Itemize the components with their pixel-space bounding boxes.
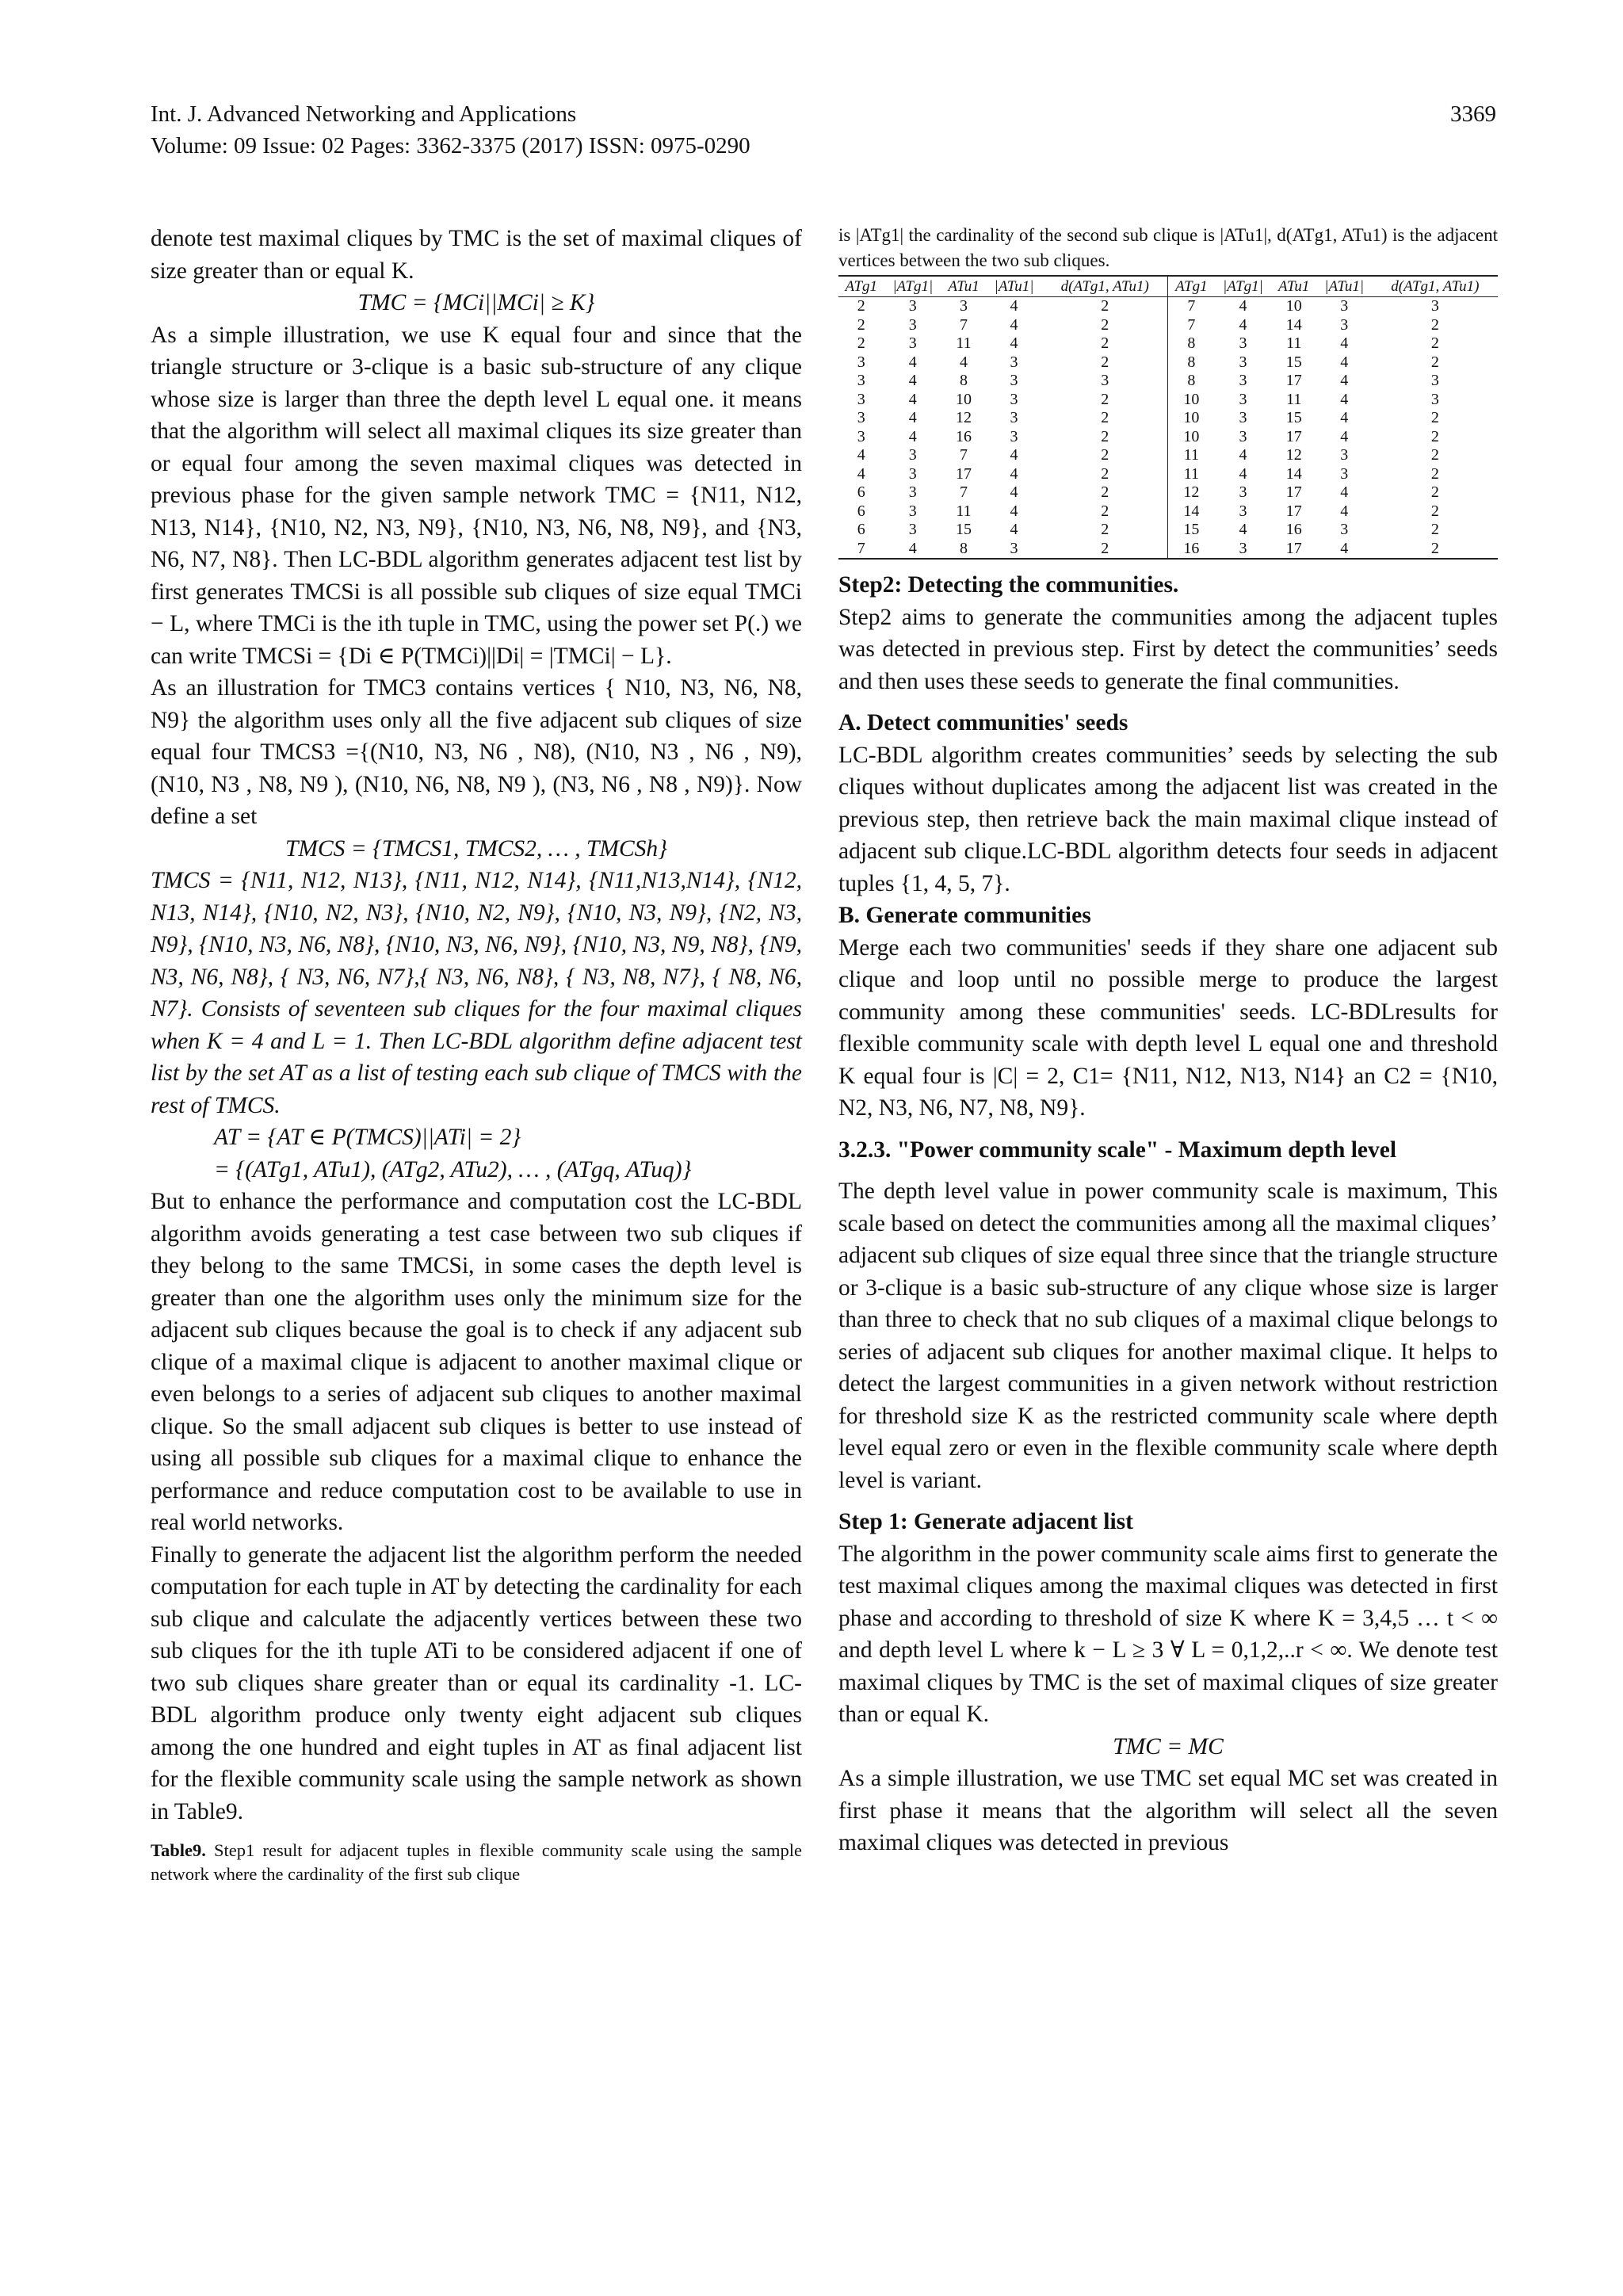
table-cell: 10: [1168, 428, 1214, 447]
table-row: [838, 391, 1498, 410]
table-cell: 2: [1101, 464, 1109, 483]
table-cell: 2: [1101, 334, 1109, 353]
paragraph: Step2 aims to generate the communities among the adjacent tuples was detected in previous step. First by detect the communities’ seeds and then uses these seeds to generate the final communities.: [838, 604, 1498, 694]
table-cell: 16: [1285, 521, 1302, 539]
table-row: [838, 428, 1498, 447]
table-cell: 3: [1430, 297, 1439, 315]
table-cell: 3: [1010, 372, 1018, 390]
table-cell: 3: [1010, 390, 1018, 408]
table-cell: 4: [908, 427, 917, 445]
paragraph: As a simple illustration, we use TMC set equal MC set was created in first phase it means that the algorithm will select all the seven maximal cliques was detected in previous: [838, 1766, 1498, 1855]
table-cell: 3: [1010, 409, 1018, 427]
caption-text: Step1 result for adjacent tuples in flexible community scale using the sample network where the cardinality of the first sub clique: [151, 1840, 803, 1884]
table-cell: 12: [1168, 483, 1214, 502]
table-cell: 4: [857, 464, 865, 483]
table-cell: 4: [1010, 446, 1018, 464]
table-cell: 6: [857, 521, 865, 539]
table-cell: 12: [956, 409, 972, 427]
caption-label: Table9.: [151, 1840, 206, 1860]
table-cell: 3: [1340, 464, 1349, 483]
table-cell: 3: [908, 483, 917, 502]
table-cell: 2: [1101, 521, 1109, 539]
table-header: |ATu1|: [986, 276, 1042, 297]
table-cell: 4: [1340, 539, 1349, 557]
table-cell: 11: [956, 502, 972, 520]
table-cell: 4: [908, 539, 917, 557]
table-cell: 4: [1340, 390, 1349, 408]
table-cell: 3: [1239, 390, 1247, 408]
table-cell: 17: [1285, 502, 1302, 520]
paragraph: Merge each two communities' seeds if they share one adjacent sub clique and loop until no possible merge to produce the largest community among these communities' seeds. LC-BDLresults for flexible community scale with depth level L equal one and threshold K equal four is |C| = 2, C1= {N11, N12, N13, N14} an C2 = {N10, N2, N3, N6, N7, N8, N9}.: [838, 934, 1498, 1121]
table-cell: 3: [908, 521, 917, 539]
table-cell: 2: [1101, 409, 1109, 427]
table-row: [838, 540, 1498, 560]
paragraph: But to enhance the performance and computation cost the LC-BDL algorithm avoids generating a test case between two sub cliques if they belong to the same TMCSi, in some cases the depth level is greater than one the algorithm uses only the minimum size for the adjacent sub cliques because the goal is to check if any adjacent sub clique of a maximal clique is adjacent to another maximal clique or even belongs to a series of adjacent sub cliques to another maximal clique. So the small adjacent sub cliques is better to use instead of using all possible sub cliques for a maximal clique to enhance the performance and reduce computation cost to be available to use in real world networks.: [151, 1189, 802, 1535]
table-cell: 2: [1430, 427, 1439, 445]
table-cell: 7: [1168, 316, 1214, 335]
table-cell: 7: [960, 483, 968, 502]
table-cell: 2: [1430, 539, 1439, 557]
table-cell: 2: [1101, 539, 1109, 557]
table-row: [838, 316, 1498, 335]
table-cell: 2: [1101, 353, 1109, 371]
table-cell: 4: [1239, 464, 1247, 483]
table-header: ATu1: [1272, 276, 1316, 297]
table-header: d(ATg1, ATu1): [1042, 276, 1168, 297]
section-heading: 3.2.3. "Power community scale" - Maximum depth level: [838, 1137, 1397, 1163]
table-cell: 14: [1168, 502, 1214, 521]
paragraph: As a simple illustration, we use K equal four and since that the triangle structure or 3-clique is a basic sub-structure of any clique whose size is larger than three the depth level L equal one. it means that the algorithm will select all maximal cliques its size greater than or equal four among the seven maximal cliques was detected in previous phase for the given sample network TMC = {N11, N12, N13, N14}, {N10, N2, N3, N9}, {N10, N3, N6, N8, N9}, and {N3, N6, N7, N8}. Then LC-BDL algorithm generates adjacent test list by first generates TMCSi is all possible sub cliques of size equal TMCi − L, where TMCi is the ith tuple in TMC, using the power set P(.) we can write TMCSi = {Di ∈ P(TMCi)||Di| = |TMCi| − L}.: [151, 322, 802, 669]
equation: TMC = MC: [1113, 1733, 1224, 1759]
table-cell: 7: [857, 539, 865, 557]
table-cell: 3: [857, 427, 865, 445]
table-cell: 10: [1168, 391, 1214, 410]
table-cell: 3: [1239, 539, 1247, 557]
table-cell: 2: [1430, 409, 1439, 427]
table-cell: 16: [1168, 540, 1214, 560]
table-cell: 3: [1239, 334, 1247, 353]
table-cell: 17: [1285, 427, 1302, 445]
table-cell: 17: [1285, 539, 1302, 557]
table-row: [838, 502, 1498, 521]
table-cell: 4: [1010, 334, 1018, 353]
table-cell: 12: [1285, 446, 1302, 464]
section-heading: B. Generate communities: [838, 903, 1091, 928]
table-cell: 8: [960, 539, 968, 557]
table-row: [838, 372, 1498, 391]
table-cell: 3: [908, 297, 917, 315]
table-cell: 4: [1010, 464, 1018, 483]
table-cell: 3: [1430, 390, 1439, 408]
table-row: [838, 446, 1498, 465]
table-cell: 15: [956, 521, 972, 539]
table-header: ATg1: [838, 276, 884, 297]
equation: AT = {AT ∈ P(TMCS)||ATi| = 2}: [214, 1125, 521, 1150]
table-cell: 4: [1239, 521, 1247, 539]
table-cell: 17: [1285, 483, 1302, 502]
section-heading: Step 1: Generate adjacent list: [838, 1509, 1133, 1534]
table-cell: 2: [1430, 446, 1439, 464]
table-cell: 3: [1239, 427, 1247, 445]
table-cell: 3: [1340, 446, 1349, 464]
table-cell: 2: [1101, 315, 1109, 334]
table-header: ATu1: [941, 276, 986, 297]
table-cell: 3: [1010, 539, 1018, 557]
table-cell: 15: [1285, 409, 1302, 427]
table-cell: 2: [1430, 353, 1439, 371]
table-cell: 4: [1239, 297, 1247, 315]
table-cell: 8: [1168, 353, 1214, 372]
table-cell: 3: [908, 502, 917, 520]
journal-volume: Volume: 09 Issue: 02 Pages: 3362-3375 (2017) ISSN: 0975-0290: [151, 133, 750, 159]
table-caption: [151, 1839, 802, 1886]
table-cell: 2: [1430, 464, 1439, 483]
running-header-left: [151, 98, 943, 162]
table-row: [838, 465, 1498, 484]
table-cell: 4: [1340, 502, 1349, 520]
table-cell: 2: [1101, 390, 1109, 408]
page-number: 3369: [1450, 101, 1496, 127]
paragraph: Finally to generate the adjacent list the algorithm perform the needed computation for each tuple in AT by detecting the cardinality for each sub clique and calculate the adjacently vertices between these two sub cliques for the ith tuple ATi to be considered adjacent if one of two sub cliques share greater than or equal its cardinality -1. LC-BDL algorithm produce only twenty eight adjacent sub cliques among the one hundred and eight tuples in AT as final adjacent list for the flexible community scale using the sample network as shown in Table9.: [151, 1541, 802, 1824]
table-header: d(ATg1, ATu1): [1373, 276, 1498, 297]
paragraph: TMCS = {N11, N12, N13}, {N11, N12, N14}, {N11,N13,N14}, {N12, N13, N14}, {N10, N2, N3}, {N10, N2, N9}, {N10, N3, N9}, {N2, N3, N9}, {N10, N3, N6, N8}, {N10, N3, N6, N9}, {N10, N3, N9, N8}, {N9, N3, N6, N8}, { N3, N6, N7},{ N3, N6, N8}, { N3, N8, N7}, { N8, N6, N7}. Consists of seventeen sub cliques for the four maximal cliques when K = 4 and L = 1. Then LC-BDL algorithm define adjacent test list by the set AT as a list of testing each sub clique of TMCS with the rest of TMCS.: [151, 868, 802, 1118]
table-cell: 3: [1340, 297, 1349, 315]
table-cell: 3: [857, 390, 865, 408]
table-header: |ATg1|: [1214, 276, 1271, 297]
table-cell: 3: [960, 297, 968, 315]
table-cell: 3: [857, 409, 865, 427]
table-cell: 16: [956, 427, 972, 445]
table-cell: 4: [1010, 315, 1018, 334]
table-cell: 3: [1010, 427, 1018, 445]
table-cell: 7: [1168, 297, 1214, 316]
table-header: |ATg1|: [884, 276, 941, 297]
paragraph: denote test maximal cliques by TMC is the set of maximal cliques of size greater than or equal K.: [151, 226, 802, 284]
table-cell: 2: [1430, 315, 1439, 334]
caption-continuation: is |ATg1| the cardinality of the second sub clique is |ATu1|, d(ATg1, ATu1) is the adjacent vertices between the two sub cliques.: [838, 225, 1498, 270]
table-cell: 2: [1101, 297, 1109, 315]
table-header: ATg1: [1168, 276, 1214, 297]
paragraph: As an illustration for TMC3 contains vertices { N10, N3, N6, N8, N9} the algorithm uses only all the five adjacent sub cliques of size equal four TMCS3 ={(N10, N3, N6 , N8), (N10, N3 , N6 , N9), (N10, N3 , N8, N9 ), (N10, N6, N8, N9 ), (N3, N6 , N8 , N9)}. Now define a set: [151, 675, 802, 829]
paragraph: The algorithm in the power community scale aims first to generate the test maximal cliques among the maximal cliques was detected in first phase and according to threshold of size K where K = 3,4,5 … t < ∞ and depth level L where k − L ≥ 3 ∀ L = 0,1,2,..r < ∞. We denote test maximal cliques by TMC is the set of maximal cliques of size greater than or equal K.: [838, 1541, 1498, 1727]
table-cell: 4: [1340, 409, 1349, 427]
table-cell: 3: [1430, 372, 1439, 390]
table-cell: 4: [1010, 521, 1018, 539]
table-cell: 8: [1168, 372, 1214, 391]
table-cell: 2: [1430, 483, 1439, 502]
journal-title: Int. J. Advanced Networking and Applications: [151, 101, 577, 127]
table-cell: 4: [1239, 446, 1247, 464]
table-cell: 3: [908, 464, 917, 483]
equation: TMC = {MCi||MCi| ≥ K}: [357, 290, 595, 315]
table-cell: 2: [857, 334, 865, 353]
table-cell: 8: [1168, 334, 1214, 353]
table-cell: 11: [1168, 446, 1214, 465]
left-column: [151, 223, 802, 1886]
table-cell: 4: [908, 390, 917, 408]
table-cell: 2: [1101, 502, 1109, 520]
table-cell: 3: [1340, 521, 1349, 539]
equation: = {(ATg1, ATu1), (ATg2, ATu2), … , (ATgq, ATuq)}: [214, 1156, 692, 1182]
table-cell: 4: [908, 372, 917, 390]
table-row: [838, 409, 1498, 428]
table-cell: 2: [1430, 334, 1439, 353]
table-cell: 11: [1286, 390, 1302, 408]
table-cell: 3: [1239, 483, 1247, 502]
table-cell: 4: [1010, 483, 1018, 502]
table-cell: 4: [1340, 372, 1349, 390]
table-cell: 3: [857, 353, 865, 371]
table-cell: 2: [1101, 446, 1109, 464]
table-cell: 4: [1010, 502, 1018, 520]
table-row: [838, 334, 1498, 353]
table-cell: 15: [1168, 521, 1214, 540]
table-cell: 7: [960, 315, 968, 334]
table-cell: 11: [1286, 334, 1302, 353]
table-cell: 3: [908, 334, 917, 353]
table-cell: 11: [956, 334, 972, 353]
table-cell: 4: [908, 409, 917, 427]
table-cell: 10: [1168, 409, 1214, 428]
table-cell: 3: [1340, 315, 1349, 334]
table-cell: 2: [857, 315, 865, 334]
table-cell: 3: [1010, 353, 1018, 371]
table-cell: 2: [1430, 502, 1439, 520]
paragraph: The depth level value in power community scale is maximum, This scale based on detect the communities among all the maximal cliques’ adjacent sub cliques of size equal three since that the triangle structure or 3-clique is a basic sub-structure of any clique whose size is larger than three to check that no sub cliques of a maximal clique belongs to series of adjacent sub cliques for another maximal clique. It helps to detect the largest communities in a given network without restriction for threshold size K as the restricted community scale where depth level equal zero or even in the flexible community scale where depth level is variant.: [838, 1179, 1498, 1493]
section-heading: Step2: Detecting the communities.: [838, 572, 1179, 598]
table-cell: 10: [1285, 297, 1302, 315]
table-9: [838, 275, 1498, 560]
table-cell: 4: [908, 353, 917, 371]
table-cell: 3: [1239, 372, 1247, 390]
table-cell: 3: [908, 315, 917, 334]
table-header-row: [838, 276, 1498, 297]
table-cell: 14: [1285, 315, 1302, 334]
table-cell: 4: [1010, 297, 1018, 315]
table-cell: 7: [960, 446, 968, 464]
table-cell: 3: [1239, 409, 1247, 427]
right-column: [838, 223, 1498, 1859]
paragraph: LC-BDL algorithm creates communities’ seeds by selecting the sub cliques without duplicates among the adjacent list was created in the previous step, then retrieve back the main maximal clique instead of adjacent sub clique.LC-BDL algorithm detects four seeds in adjacent tuples {1, 4, 5, 7}.: [838, 742, 1498, 896]
table-cell: 3: [1101, 372, 1109, 390]
table-cell: 3: [1239, 353, 1247, 371]
table-cell: 3: [1239, 502, 1247, 520]
table-cell: 6: [857, 502, 865, 520]
table-cell: 11: [1168, 465, 1214, 484]
table-cell: 4: [1340, 483, 1349, 502]
table-cell: 14: [1285, 464, 1302, 483]
table-cell: 4: [1340, 427, 1349, 445]
table-cell: 4: [857, 446, 865, 464]
table-cell: 3: [857, 372, 865, 390]
table-cell: 2: [857, 297, 865, 315]
equation: TMCS = {TMCS1, TMCS2, … , TMCSh}: [285, 835, 667, 861]
table-row: [838, 521, 1498, 540]
table-row: [838, 353, 1498, 372]
table-cell: 2: [1101, 483, 1109, 502]
table-header: |ATu1|: [1316, 276, 1373, 297]
table-cell: 3: [908, 446, 917, 464]
table-body: [838, 297, 1498, 560]
table-cell: 17: [956, 464, 972, 483]
table-cell: 4: [1340, 334, 1349, 353]
table-cell: 4: [960, 353, 968, 371]
table-cell: 2: [1101, 427, 1109, 445]
table-cell: 6: [857, 483, 865, 502]
table-cell: 4: [1239, 315, 1247, 334]
table-row: [838, 483, 1498, 502]
section-heading: A. Detect communities' seeds: [838, 710, 1128, 735]
table-cell: 10: [956, 390, 972, 408]
table-row: [838, 297, 1498, 316]
table-cell: 8: [960, 372, 968, 390]
table-cell: 15: [1285, 353, 1302, 371]
table-cell: 4: [1340, 353, 1349, 371]
table-cell: 17: [1285, 372, 1302, 390]
table-cell: 2: [1430, 521, 1439, 539]
